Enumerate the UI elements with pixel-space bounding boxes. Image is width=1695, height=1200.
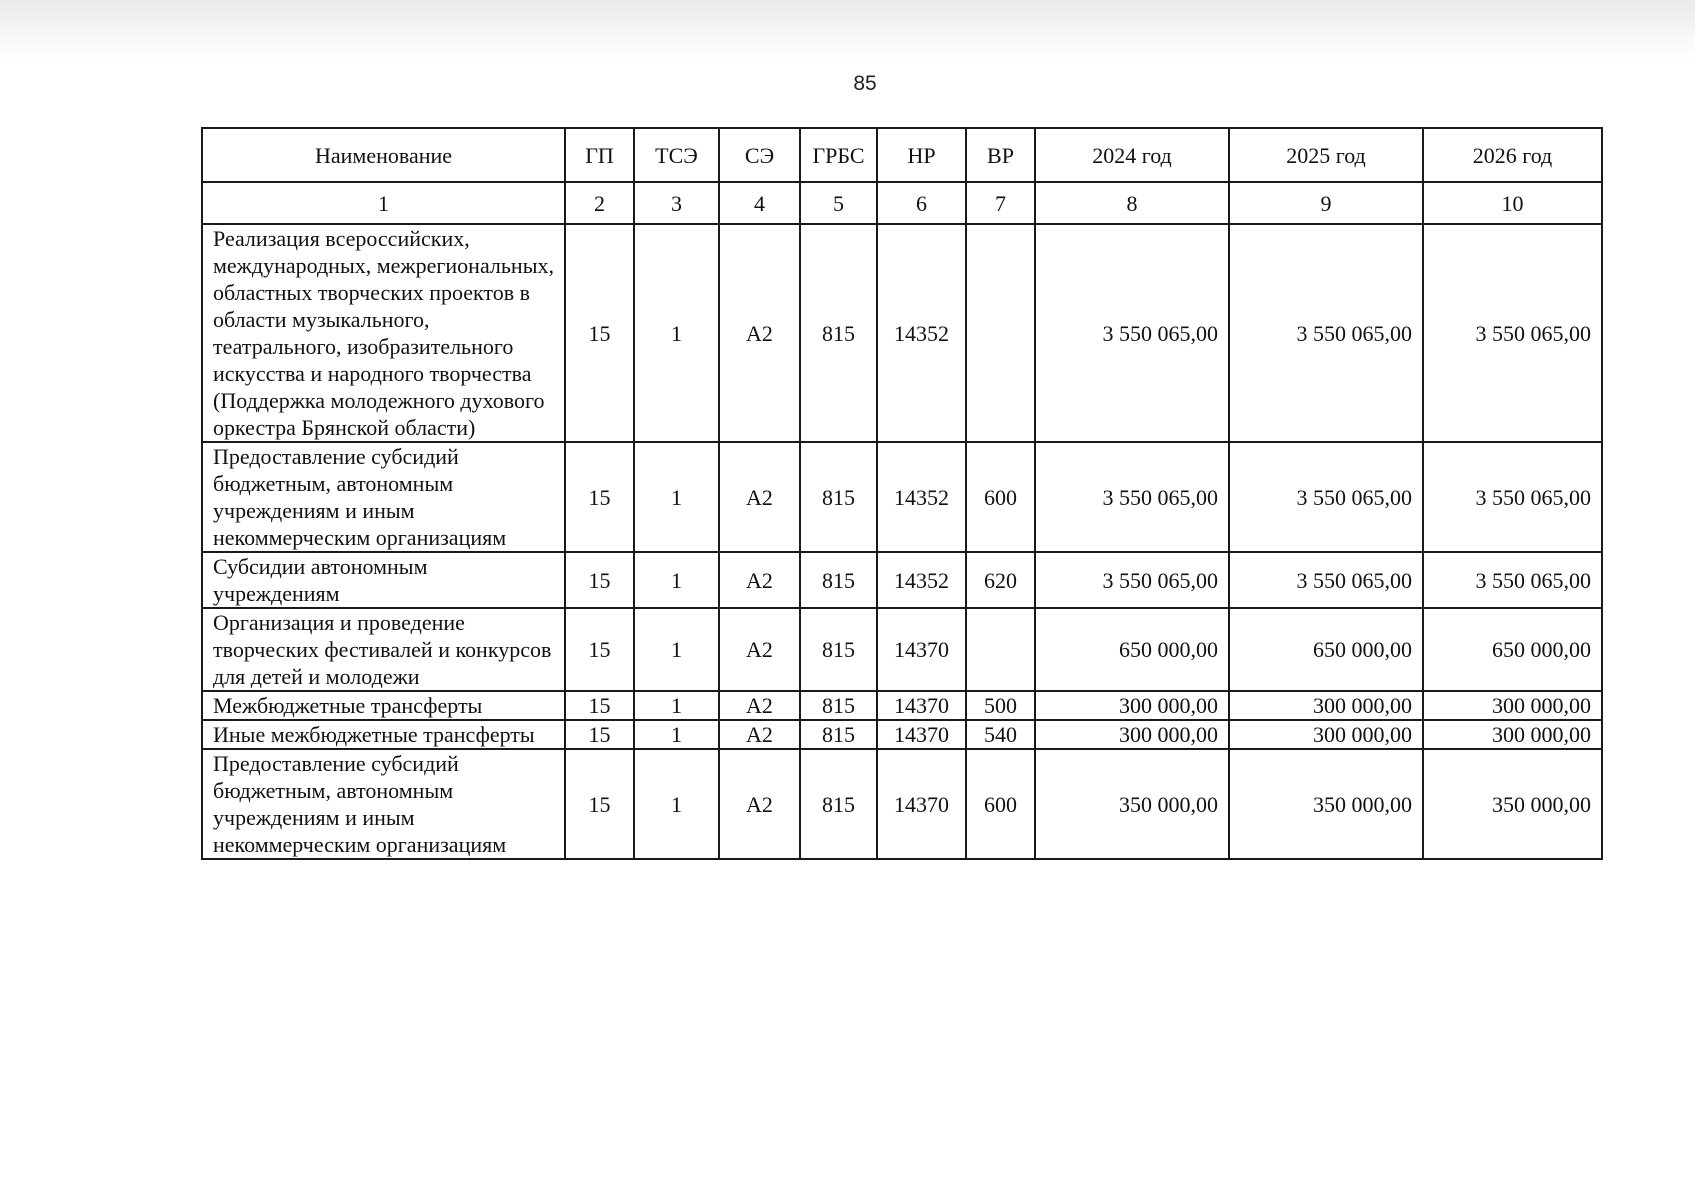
row-nr: 14352 — [877, 442, 966, 552]
row-se: А2 — [719, 691, 800, 720]
row-2025: 3 550 065,00 — [1229, 552, 1423, 608]
row-gp: 15 — [565, 552, 634, 608]
row-grbs: 815 — [800, 552, 877, 608]
header-nr: НР — [877, 128, 966, 182]
row-tse: 1 — [634, 720, 719, 749]
row-gp: 15 — [565, 749, 634, 859]
row-vr: 600 — [966, 442, 1035, 552]
table-row — [202, 691, 1602, 720]
column-number: 7 — [966, 182, 1035, 224]
row-2026: 300 000,00 — [1423, 691, 1602, 720]
row-2024: 350 000,00 — [1035, 749, 1229, 859]
row-vr — [966, 224, 1035, 442]
row-vr: 600 — [966, 749, 1035, 859]
row-2025: 300 000,00 — [1229, 691, 1423, 720]
row-vr: 500 — [966, 691, 1035, 720]
row-2024: 3 550 065,00 — [1035, 442, 1229, 552]
row-name: Организация и проведение творческих фестивалей и конкурсов для детей и молодежи — [202, 608, 565, 691]
row-gp: 15 — [565, 442, 634, 552]
header-2024: 2024 год — [1035, 128, 1229, 182]
row-2024: 3 550 065,00 — [1035, 552, 1229, 608]
column-number: 3 — [634, 182, 719, 224]
column-number: 9 — [1229, 182, 1423, 224]
row-2026: 350 000,00 — [1423, 749, 1602, 859]
row-se: А2 — [719, 749, 800, 859]
row-gp: 15 — [565, 608, 634, 691]
row-2026: 3 550 065,00 — [1423, 442, 1602, 552]
column-number: 8 — [1035, 182, 1229, 224]
row-name: Предоставление субсидий бюджетным, автономным учреждениям и иным некоммерческим организациям — [202, 749, 565, 859]
table-row — [202, 224, 1602, 442]
table-row — [202, 442, 1602, 552]
budget-table — [201, 127, 1603, 860]
row-name: Субсидии автономным учреждениям — [202, 552, 565, 608]
header-2026: 2026 год — [1423, 128, 1602, 182]
row-tse: 1 — [634, 224, 719, 442]
row-name: Реализация всероссийских, международных, межрегиональных, областных творческих проектов в области музыкального, театрального, изобразительного искусства и народного творчества (Поддержка молодежного духового оркестра Брянской области) — [202, 224, 565, 442]
row-nr: 14370 — [877, 608, 966, 691]
column-number: 10 — [1423, 182, 1602, 224]
column-number: 4 — [719, 182, 800, 224]
page-number: 85 — [853, 72, 877, 95]
row-2024: 3 550 065,00 — [1035, 224, 1229, 442]
row-2025: 300 000,00 — [1229, 720, 1423, 749]
row-tse: 1 — [634, 608, 719, 691]
row-2024: 650 000,00 — [1035, 608, 1229, 691]
scan-shadow — [0, 0, 1695, 60]
row-gp: 15 — [565, 720, 634, 749]
row-tse: 1 — [634, 552, 719, 608]
row-tse: 1 — [634, 442, 719, 552]
row-tse: 1 — [634, 749, 719, 859]
column-number-row — [202, 182, 1602, 224]
row-grbs: 815 — [800, 720, 877, 749]
column-number: 6 — [877, 182, 966, 224]
row-2026: 3 550 065,00 — [1423, 224, 1602, 442]
column-number: 2 — [565, 182, 634, 224]
row-name: Предоставление субсидий бюджетным, автономным учреждениям и иным некоммерческим организациям — [202, 442, 565, 552]
row-grbs: 815 — [800, 691, 877, 720]
row-se: А2 — [719, 442, 800, 552]
row-se: А2 — [719, 224, 800, 442]
row-se: А2 — [719, 608, 800, 691]
row-nr: 14370 — [877, 720, 966, 749]
header-se: СЭ — [719, 128, 800, 182]
row-gp: 15 — [565, 691, 634, 720]
header-tse: ТСЭ — [634, 128, 719, 182]
row-2026: 300 000,00 — [1423, 720, 1602, 749]
row-2026: 650 000,00 — [1423, 608, 1602, 691]
column-number: 5 — [800, 182, 877, 224]
row-2025: 3 550 065,00 — [1229, 442, 1423, 552]
header-2025: 2025 год — [1229, 128, 1423, 182]
row-gp: 15 — [565, 224, 634, 442]
row-2026: 3 550 065,00 — [1423, 552, 1602, 608]
row-nr: 14370 — [877, 691, 966, 720]
row-vr: 540 — [966, 720, 1035, 749]
row-grbs: 815 — [800, 442, 877, 552]
header-row — [202, 128, 1602, 182]
row-se: А2 — [719, 720, 800, 749]
row-tse: 1 — [634, 691, 719, 720]
table-row — [202, 552, 1602, 608]
row-2024: 300 000,00 — [1035, 720, 1229, 749]
row-name: Межбюджетные трансферты — [202, 691, 565, 720]
header-grbs: ГРБС — [800, 128, 877, 182]
row-2025: 3 550 065,00 — [1229, 224, 1423, 442]
row-2024: 300 000,00 — [1035, 691, 1229, 720]
row-nr: 14352 — [877, 552, 966, 608]
row-nr: 14370 — [877, 749, 966, 859]
row-grbs: 815 — [800, 224, 877, 442]
table-row — [202, 749, 1602, 859]
row-2025: 350 000,00 — [1229, 749, 1423, 859]
table-row — [202, 608, 1602, 691]
header-gp: ГП — [565, 128, 634, 182]
row-name: Иные межбюджетные трансферты — [202, 720, 565, 749]
header-vr: ВР — [966, 128, 1035, 182]
row-2025: 650 000,00 — [1229, 608, 1423, 691]
row-nr: 14352 — [877, 224, 966, 442]
header-name: Наименование — [202, 128, 565, 182]
column-number: 1 — [202, 182, 565, 224]
row-grbs: 815 — [800, 749, 877, 859]
row-grbs: 815 — [800, 608, 877, 691]
row-se: А2 — [719, 552, 800, 608]
row-vr — [966, 608, 1035, 691]
table-row — [202, 720, 1602, 749]
row-vr: 620 — [966, 552, 1035, 608]
